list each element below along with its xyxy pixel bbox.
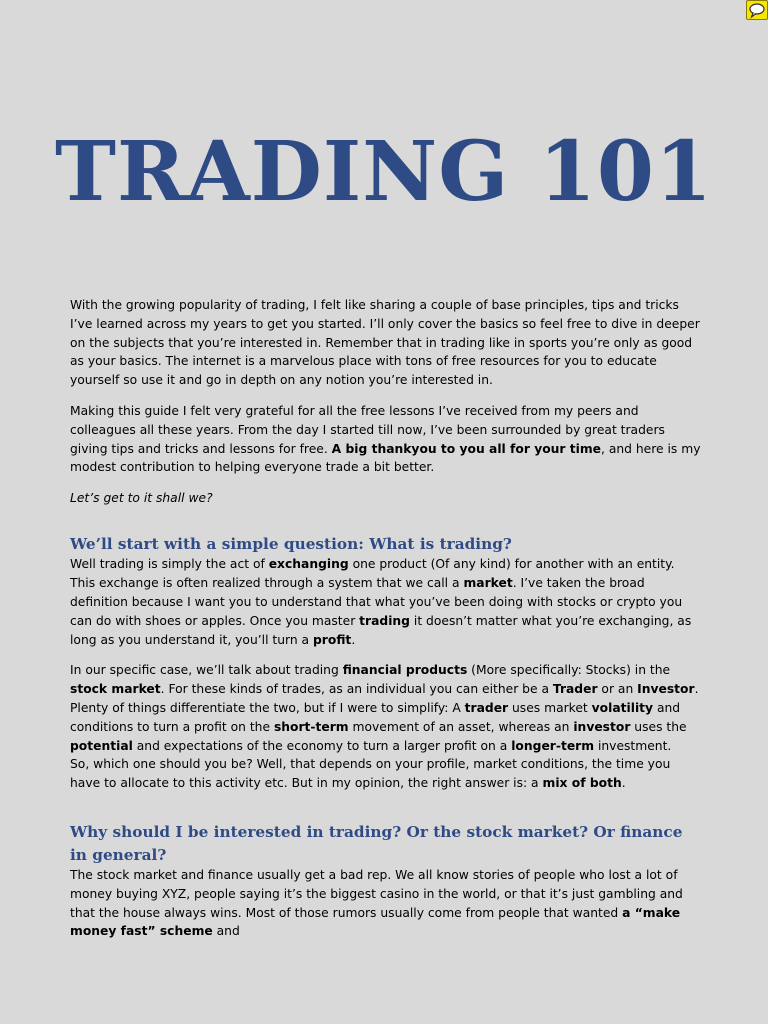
text-run: , and here is my modest contribution to helping everyone trade a bit better. xyxy=(70,441,701,475)
text-run: Well trading is simply the act of xyxy=(70,557,269,572)
text-run: or an xyxy=(597,682,638,697)
bold-text: longer-term xyxy=(511,738,595,753)
text-run: Making this guide I felt very grateful for all the free lessons I’ve received from my peers and colleagues all these years. From the day I started till now, I’ve been surrounded by great traders giving tips and tricks and lessons for free. xyxy=(70,403,665,456)
text-run: and conditions to turn a profit on the xyxy=(70,701,681,734)
bold-text: market xyxy=(463,576,513,591)
italic-text: Let’s get to it shall we? xyxy=(70,491,213,506)
text-run: . Plenty of things differentiate the two, but if I were to simplify: A xyxy=(70,682,699,716)
text-run: In our specific case, we’ll talk about trading xyxy=(70,663,343,678)
text-run: . xyxy=(351,632,356,647)
bold-text: mix of both xyxy=(542,776,622,791)
bold-text: trader xyxy=(464,701,509,716)
text-run: uses the xyxy=(630,719,687,734)
document-title: TRADING 101 xyxy=(55,124,713,220)
bold-text: investor xyxy=(573,719,631,734)
intro-paragraph-3 xyxy=(70,489,702,508)
intro-paragraph-1 xyxy=(70,296,702,390)
bold-text: financial products xyxy=(342,663,468,678)
section1-paragraph-2 xyxy=(70,661,702,755)
bold-text: Trader xyxy=(552,682,598,697)
document-body xyxy=(70,296,702,953)
section1-paragraph-3 xyxy=(70,755,702,793)
text-run: . For these kinds of trades, as an individual you can either be a xyxy=(160,682,553,697)
text-run: So, which one should you be? Well, that depends on your profile, market conditions, the time you have to allocate to this activity etc. But in my opinion, the right answer is: a xyxy=(70,757,671,791)
text-run: and expectations of the economy to turn a larger profit on a xyxy=(132,738,512,753)
text-run: and xyxy=(212,924,240,939)
bold-text: Investor xyxy=(637,682,695,697)
bold-text: trading xyxy=(359,613,410,628)
bold-text: A big thankyou to you all for your time xyxy=(331,441,602,456)
text-run: one product (Of any kind) for another with an entity. This exchange is often realized through a system that we call a xyxy=(70,557,675,591)
bold-text: exchanging xyxy=(268,557,349,572)
bold-text: short-term xyxy=(273,719,349,734)
text-run: it doesn’t matter what you’re exchanging, as long as you understand it, you’ll turn a xyxy=(70,613,692,647)
text-run: uses market xyxy=(508,701,592,716)
bold-text: profit xyxy=(313,632,352,647)
bold-text: a “make money fast” scheme xyxy=(70,905,681,939)
text-run: The stock market and finance usually get a bad rep. We all know stories of people who lost a lot of money buying XYZ, people saying it’s the biggest casino in the world, or that it’s just gambling and that the house always wins. Most of those rumors usually come from people that wanted xyxy=(70,868,683,920)
bold-text: potential xyxy=(70,738,133,753)
text-run: (More specifically: Stocks) in the xyxy=(467,663,671,678)
section-heading-why-interested: Why should I be interested in trading? Or the stock market? Or finance in general? xyxy=(70,823,683,864)
intro-paragraph-2 xyxy=(70,402,702,477)
section2-paragraph-1 xyxy=(70,866,702,941)
section-heading-what-is-trading: We’ll start with a simple question: What is trading? xyxy=(70,534,512,553)
section1-paragraph-1 xyxy=(70,555,702,649)
comment-icon[interactable] xyxy=(746,0,768,20)
text-run: With the growing popularity of trading, I felt like sharing a couple of base principles, tips and tricks I’ve learned across my years to get you started. I’ll only cover the basics so feel free to dive in deeper on the subjects that you’re interested in. Remember that in trading like in sports you’re only as good as your basics. The internet is a marvelous place with tons of free resources for you to educate yourself so use it and go in depth on any notion you’re interested in. xyxy=(70,298,700,388)
text-run: investment. xyxy=(594,738,672,753)
bold-text: stock market xyxy=(70,682,161,697)
text-run: . I’ve taken the broad definition because I want you to understand that what you’ve been doing with stocks or crypto you can do with shoes or apples. Once you master xyxy=(70,576,683,628)
bold-text: volatility xyxy=(591,701,654,716)
text-run: . xyxy=(621,776,626,791)
text-run: movement of an asset, whereas an xyxy=(348,719,574,734)
